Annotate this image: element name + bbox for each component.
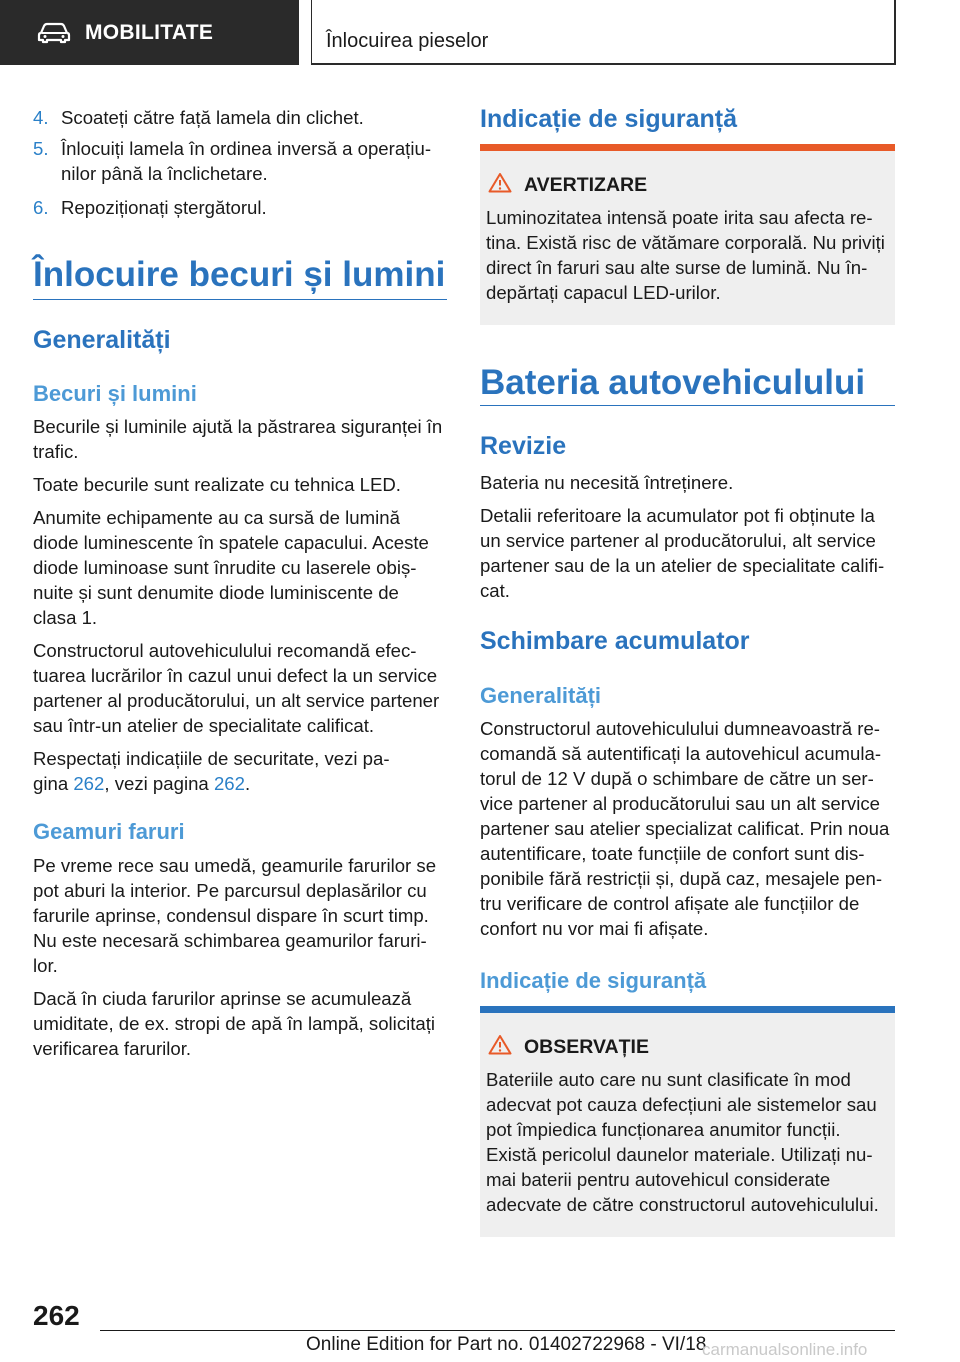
notice-box: [480, 1006, 895, 1237]
step-5: 5. Înlocuiți lamela în ordinea inversă a operațiu- nilor până la înclichetare.: [33, 138, 432, 184]
notice-bar: [480, 1006, 895, 1013]
safety-heading: Indicație de siguranță: [480, 105, 738, 133]
heading-rule: [33, 299, 447, 300]
warning-triangle-icon: [488, 1034, 512, 1055]
section-heading: Schimbare acumulator: [480, 627, 750, 655]
heading-rule: [480, 405, 895, 406]
warning-label: AVERTIZARE: [524, 174, 648, 196]
revizie-text: Bateria nu necesită întreținere. Detalii referitoare la acumulator pot fi obținute la un service partener al producătorului, alt service partener sau de la un atelier de specialitate califi- cat.: [480, 472, 885, 601]
warning-bar: [480, 144, 895, 151]
headlamp-text: Pe vreme rece sau umedă, geamurile farurilor se pot aburi la interior. Pe parcursul deplasărilor cu farurile aprinse, condensul dispare în scurt timp. Nu este necesară schimbarea geamurilor faruri- lor. Dacă în ciuda farurilor aprinse se acumulează umiditate, de ex. stropi de apă în lampă, solicitați verificarea farurilor.: [33, 855, 437, 1059]
edition-note: Online Edition for Part no. 01402722968 - VI/18: [306, 1334, 707, 1355]
general-text: Constructorul autovehiculului dumneavoastră re- comandă să autentificați la autovehicul acumula- torul de 12 V după o schimbare de către un ser- vice partener al producătorului sau un alt service partener sau atelier specializat calificat. Prin noua autentificare, toate funcțiile de confort sunt dis- ponibile fără restricții și, după caz, mesajele pen- tru verificare de control afișate ale funcțiilor de confort nu vor mai fi afișate.: [480, 718, 890, 939]
step-4: 4. Scoateți către față lamela din clichet.: [33, 107, 364, 128]
section-heading: Revizie: [480, 432, 567, 460]
section-title: MOBILITATE: [85, 20, 214, 44]
page-reference: gina 262, vezi pagina 262.: [33, 773, 251, 794]
car-icon: [37, 22, 71, 44]
footer-rule: [100, 1330, 895, 1331]
notice-text: Bateriile auto care nu sunt clasificate în mod adecvat pot cauza defecțiuni ale sistemelor sau pot împiedica funcționarea anumitor funcții. Există pericolul daunelor materiale. Utilizați nu- mai baterii pentru autovehicul considerate adecvate de către constructorul autovehiculului.: [486, 1069, 879, 1215]
page-number: 262: [33, 1300, 80, 1331]
chapter-tab: [311, 0, 896, 65]
chapter-heading: Înlocuire becuri și lumini: [33, 255, 446, 294]
step-6: 6. Repoziționați ștergătorul.: [33, 197, 267, 218]
subsection-heading: Generalități: [480, 683, 602, 708]
chapter-heading: Bateria autovehiculului: [480, 363, 866, 402]
bulbs-text: Becurile și luminile ajută la păstrarea siguranței în trafic. Toate becurile sunt realizate cu tehnica LED. Anumite echipamente au ca sursă de lumină diode luminescente în spatele capacului. Aceste diode luminoase sunt înrudite cu laserele obiș- nuite și sunt denumite diode luminiscente de clasa 1. Constructorul autovehiculului recomandă efec- tuarea lucrărilor în cazul unui defect la un service partener al producătorului, un alt service partener sau într-un atelier de specialitate calificat. Respectați indicațiile de securitate, vezi pa- gina 262, vezi pagina 262.: [33, 414, 453, 796]
notice-label: OBSERVAȚIE: [524, 1036, 649, 1058]
chapter-title: Înlocuirea pieselor: [326, 30, 489, 52]
warning-box: [480, 144, 895, 325]
subsection-heading: Geamuri faruri: [33, 819, 185, 844]
warning-text: Luminozitatea intensă poate irita sau afecta re- tina. Există risc de vătămare corporală. Nu priviți direct în faruri sau alte surse de lumină. Nu în- depărtați capacul LED-urilor.: [486, 207, 885, 303]
subsection-heading: Indicație de siguranță: [480, 968, 707, 993]
section-tab: [0, 0, 299, 65]
page-link[interactable]: 262: [213, 773, 245, 794]
subsection-heading: Becuri și lumini: [33, 381, 197, 406]
warning-triangle-icon: [488, 172, 512, 193]
page-link[interactable]: 262: [73, 773, 105, 794]
watermark: carmanualsonline.info: [702, 1340, 868, 1359]
section-heading: Generalități: [33, 326, 171, 354]
